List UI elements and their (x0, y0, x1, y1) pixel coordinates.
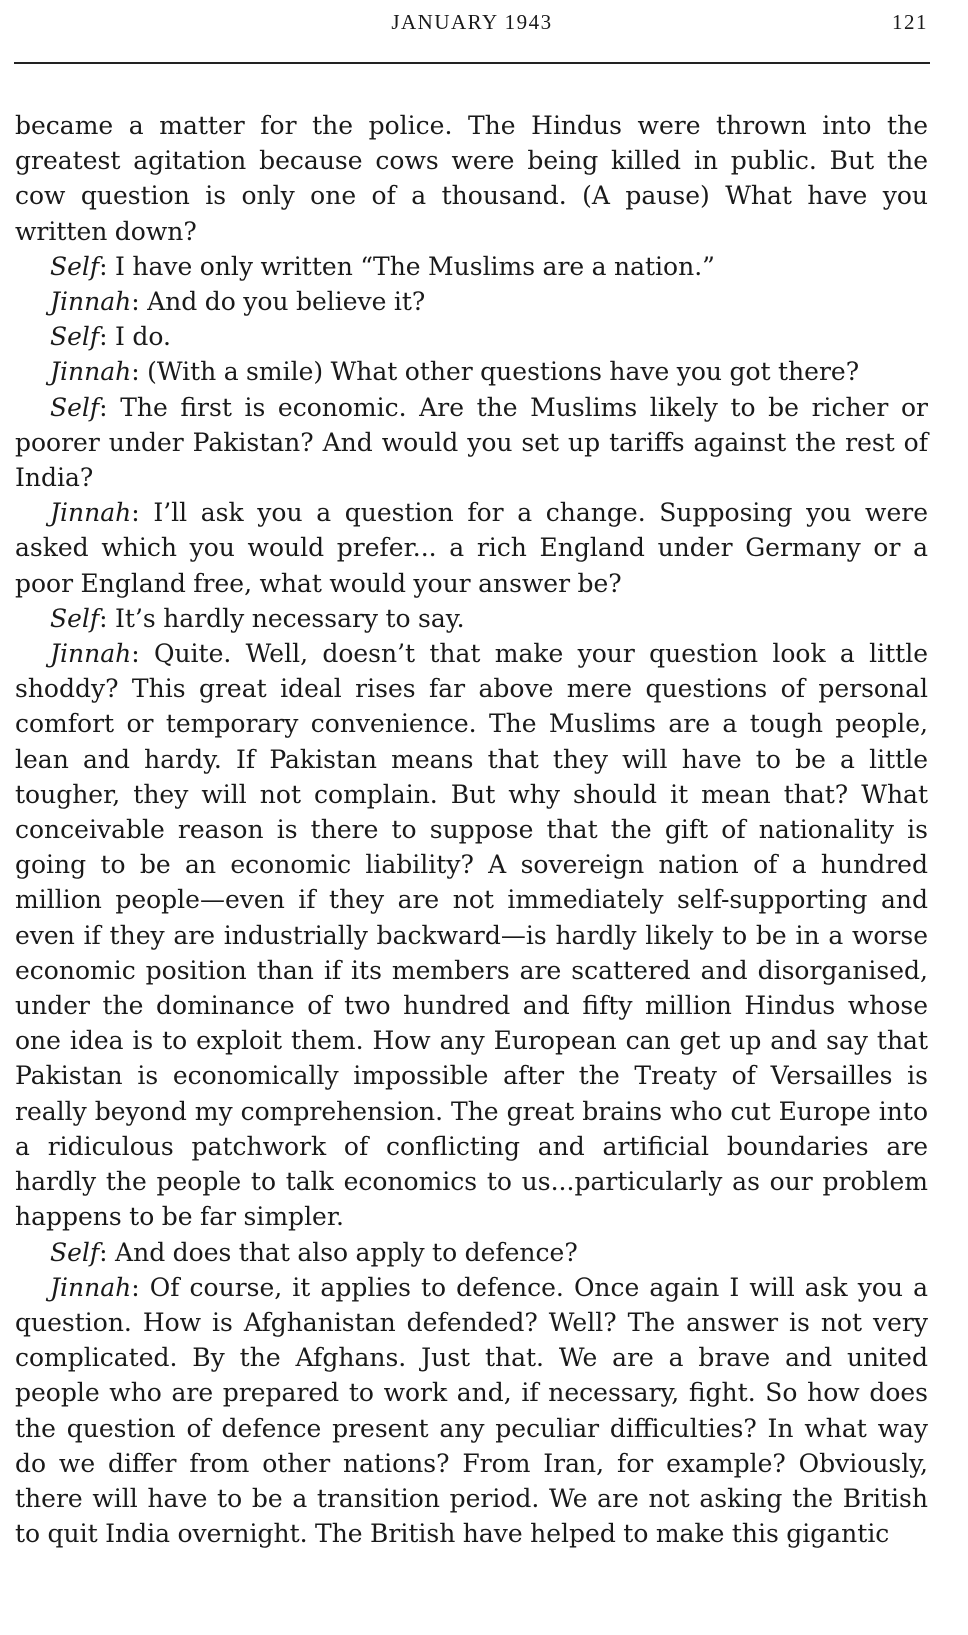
paragraph: Self: It’s hardly necessary to say. (50, 603, 465, 633)
body-text (15, 108, 928, 1551)
paragraph-text: (With a smile) What other questions have you got there? (147, 357, 860, 387)
speaker-label: Self (50, 603, 100, 633)
header-rule (14, 62, 930, 64)
paragraph (15, 108, 928, 249)
speaker-label: Jinnah (50, 357, 132, 387)
page-number: 121 (892, 10, 928, 34)
paragraph-text: And do you believe it? (147, 287, 426, 317)
paragraph: Self: The first is economic. Are the Muslims likely to be richer or poorer under Pakistan? And would you set up tariffs against the rest of India? (15, 392, 928, 493)
paragraph: Self: I do. (50, 322, 171, 352)
speaker-label: Jinnah (50, 498, 132, 528)
running-header (16, 10, 928, 40)
speaker-label: Jinnah (50, 287, 132, 317)
paragraph-text: I’ll ask you a question for a change. Supposing you were asked which you would prefer... a rich England under Germany or a poor England free, what would your answer be? (15, 498, 928, 598)
paragraph: Jinnah: Of course, it applies to defence. Once again I will ask you a question. How is Afghanistan defended? Well? The answer is not very complicated. By the Afghans. Just that. We are a brave and united people who are prepared to work and, if necessary, fight. So how does the question of defence present any peculiar difficulties? In what way do we differ from other nations? From Iran, for example? Obviously, there will have to be a transition period. We are not asking the British to quit India overnight. The British have helped to make this gigantic (15, 1272, 928, 1549)
speaker-label: Jinnah (50, 1272, 132, 1302)
paragraph: Jinnah: I’ll ask you a question for a change. Supposing you were asked which you would prefer... a rich England under Germany or a poor England free, what would your answer be? (15, 498, 928, 598)
paragraph-text: Of course, it applies to defence. Once again I will ask you a question. How is Afghanistan defended? Well? The answer is not very complicated. By the Afghans. Just that. We are a brave and united people who are prepared to work and, if necessary, fight. So how does the question of defence present any peculiar difficulties? In what way do we differ from other nations? From Iran, for example? Obviously, there will have to be a transition period. We are not asking the British to quit India overnight. The British have helped to make this gigantic (15, 1272, 928, 1549)
running-title: JANUARY 1943 (391, 10, 553, 34)
speaker-label: Jinnah (50, 639, 132, 669)
paragraph: Jinnah: And do you believe it? (50, 287, 426, 317)
paragraph-text: I do. (115, 322, 171, 352)
speaker-label: Self (50, 251, 100, 281)
paragraph: Jinnah: Quite. Well, doesn’t that make your question look a little shoddy? This great ideal rises far above mere questions of personal comfort or temporary convenience. The Muslims are a tough people, lean and hardy. If Pakistan means that they will have to be a little tougher, they will not complain. But why should it mean that? What conceivable reason is there to suppose that the gift of nationality is going to be an economic liability? A sovereign nation of a hundred million people—even if they are not immediately self-supporting and even if they are industrially backward—is hardly likely to be in a worse economic position than if its members are scattered and disorganised, under the dominance of two hundred and fifty million Hindus whose one idea is to exploit them. How any European can get up and say that Pakistan is economically impossible after the Treaty of Versailles is really beyond my comprehension. The great brains who cut Europe into a ridiculous patchwork of conflicting and artificial boundaries are hardly the people to talk economics to us...particularly as our problem happens to be far simpler. (15, 639, 928, 1232)
paragraph: Self: And does that also apply to defence? (50, 1237, 578, 1267)
paragraph: Self: I have only written “The Muslims are a nation.” (50, 251, 715, 281)
speaker-label: Self (50, 1237, 100, 1267)
paragraph-text: became a matter for the police. The Hindus were thrown into the greatest agitation because cows were being killed in public. But the cow question is only one of a thousand. (A pause) What have you written down? (15, 111, 928, 246)
paragraph-text: It’s hardly necessary to say. (115, 603, 465, 633)
paragraph: Jinnah: (With a smile) What other questions have you got there? (50, 357, 860, 387)
paragraph-text: Quite. Well, doesn’t that make your question look a little shoddy? This great ideal rises far above mere questions of personal comfort or temporary convenience. The Muslims are a tough people, lean and hardy. If Pakistan means that they will have to be a little tougher, they will not complain. But why should it mean that? What conceivable reason is there to suppose that the gift of nationality is going to be an economic liability? A sovereign nation of a hundred million people—even if they are not immediately self-supporting and even if they are industrially backward—is hardly likely to be in a worse economic position than if its members are scattered and disorganised, under the dominance of two hundred and fifty million Hindus whose one idea is to exploit them. How any European can get up and say that Pakistan is economically impossible after the Treaty of Versailles is really beyond my comprehension. The great brains who cut Europe into a ridiculous patchwork of conflicting and artificial boundaries are hardly the people to talk economics to us...particularly as our problem happens to be far simpler. (15, 639, 928, 1232)
paragraph-text: I have only written “The Muslims are a nation.” (115, 251, 715, 281)
paragraph-text: And does that also apply to defence? (115, 1237, 578, 1267)
paragraph-text: The first is economic. Are the Muslims likely to be richer or poorer under Pakistan? And would you set up tariffs against the rest of India? (15, 392, 928, 493)
speaker-label: Self (50, 392, 100, 422)
speaker-label: Self (50, 322, 100, 352)
